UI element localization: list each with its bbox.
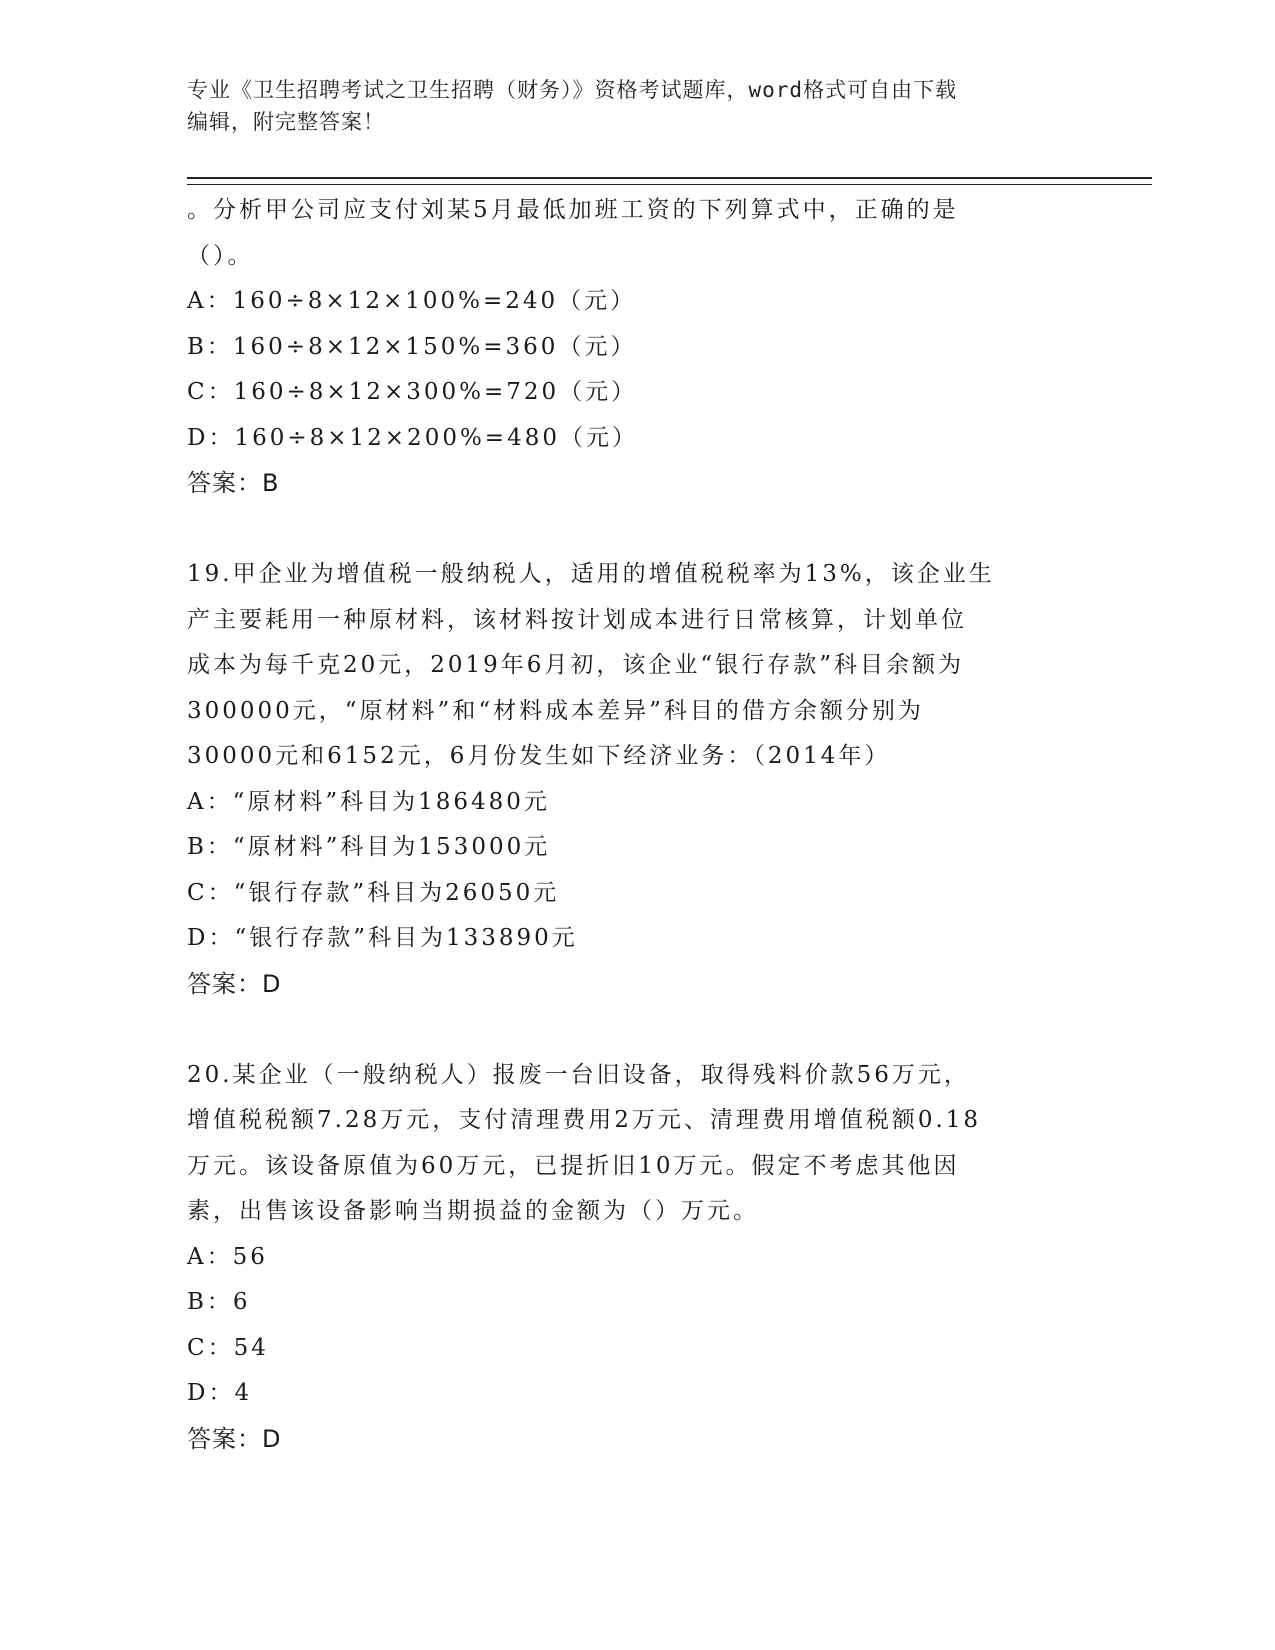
header-divider xyxy=(187,177,1152,185)
option-a: A：“原材料”科目为186480元 xyxy=(187,788,550,815)
option-a: A：56 xyxy=(187,1243,268,1270)
option-b: B：“原材料”科目为153000元 xyxy=(187,834,551,860)
answer: 答案：B xyxy=(187,469,280,497)
option-d: D：4 xyxy=(187,1380,253,1406)
page-header xyxy=(187,74,1087,138)
option-a: A：160÷8×12×100%=240（元） xyxy=(187,288,637,314)
question-19 xyxy=(187,552,1087,1007)
question-stem-line: 。分析甲公司应支付刘某5月最低加班工资的下列算式中，正确的是 xyxy=(187,197,959,223)
spacer xyxy=(187,507,1087,553)
question-stem-line: 30000元和6152元，6月份发生如下经济业务：（2014年） xyxy=(187,743,891,769)
option-b: B：160÷8×12×150%=360（元） xyxy=(187,333,637,360)
option-c: C：“银行存款”科目为26050元 xyxy=(187,879,560,906)
spacer xyxy=(187,1007,1087,1053)
option-b: B：6 xyxy=(187,1289,251,1315)
question-stem-line: （）。 xyxy=(187,242,254,269)
question-stem-line: 产主要耗用一种原材料，该材料按计划成本进行日常核算，计划单位 xyxy=(187,606,967,633)
option-d: D：160÷8×12×200%=480（元） xyxy=(187,424,638,451)
option-d: D：“银行存款”科目为133890元 xyxy=(187,925,578,951)
answer: 答案：D xyxy=(187,969,282,998)
option-c: C：54 xyxy=(187,1334,269,1361)
answer: 答案：D xyxy=(187,1424,282,1453)
document-body xyxy=(187,188,1087,1462)
question-stem-line: 20.某企业（一般纳税人）报废一台旧设备，取得残料价款56万元， xyxy=(187,1061,970,1088)
question-stem-line: 万元。该设备原值为60万元，已提折旧10万元。假定不考虑其他因 xyxy=(187,1152,960,1179)
header-line-2: 编辑，附完整答案！ xyxy=(187,110,385,134)
header-line-1: 专业《卫生招聘考试之卫生招聘（财务）》资格考试题库，word格式可自由下载 xyxy=(187,78,958,102)
question-stem-line: 增值税税额7.28万元，支付清理费用2万元、清理费用增值税额0.18 xyxy=(187,1107,982,1133)
option-c: C：160÷8×12×300%=720（元） xyxy=(187,379,638,405)
question-stem-line: 素，出售该设备影响当期损益的金额为（）万元。 xyxy=(187,1198,759,1224)
question-stem-line: 300000元，“原材料”和“材料成本差异”科目的借方余额分别为 xyxy=(187,697,924,724)
question-stem-line: 成本为每千克20元，2019年6月初，该企业“银行存款”科目余额为 xyxy=(187,652,964,678)
question-stem-line: 19.甲企业为增值税一般纳税人，适用的增值税税率为13%，该企业生 xyxy=(187,561,995,587)
question-20 xyxy=(187,1053,1087,1463)
question-18 xyxy=(187,188,1087,507)
